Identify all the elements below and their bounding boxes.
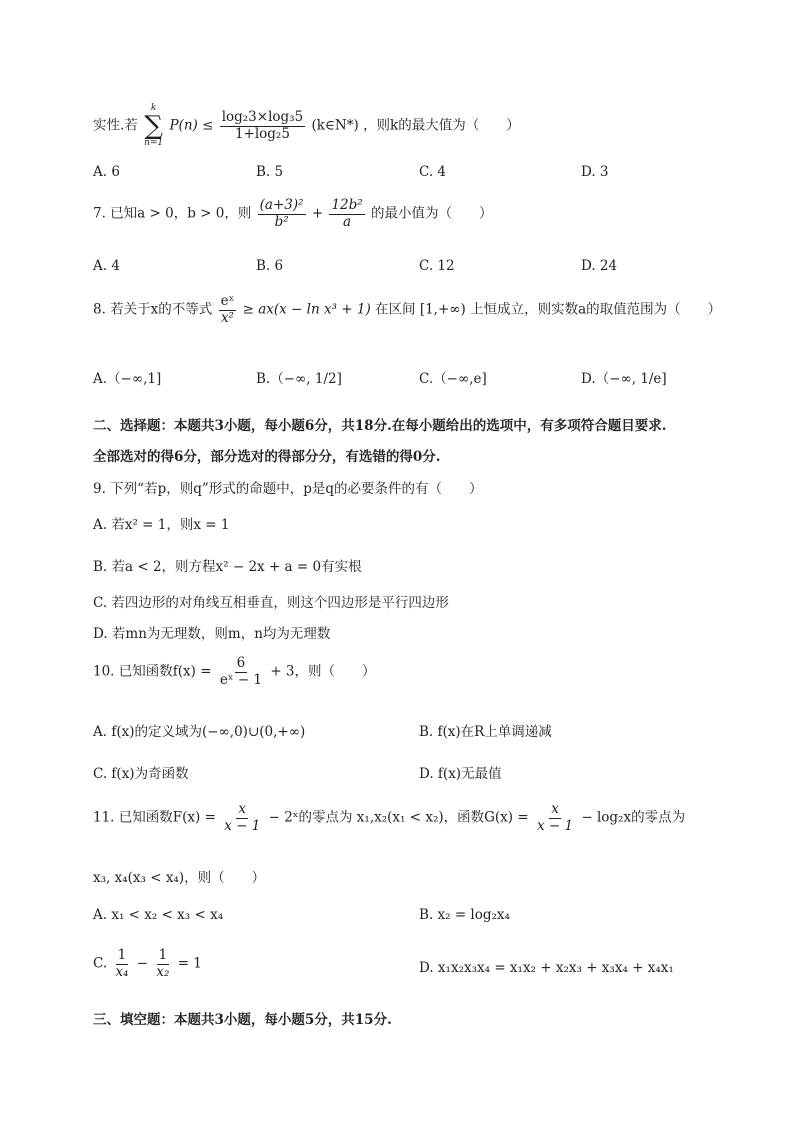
q11-c-f1-den: x₄ [115, 963, 129, 980]
q6-stem [93, 104, 520, 148]
q8-option-c[interactable]: C.（−∞,e] [419, 371, 487, 387]
section3-heading: 三、填空题：本题共3小题，每小题5分，共15分. [93, 1012, 392, 1028]
q8-fraction [219, 294, 237, 326]
q11-option-a[interactable]: A. x₁ < x₂ < x₃ < x₄ [93, 907, 224, 923]
q7-frac1-den: b² [274, 213, 289, 230]
q10-fraction [218, 656, 264, 688]
q11-fraction-1 [222, 802, 262, 834]
q8-stem [93, 294, 721, 326]
q7-option-b[interactable]: B. 6 [256, 258, 284, 274]
q8-mid: 在区间 [375, 301, 416, 318]
q6-option-b[interactable]: B. 5 [256, 164, 284, 180]
q11-option-d[interactable]: D. x₁x₂x₃x₄ = x₁x₂ + x₂x₃ + x₃x₄ + x₄x₁ [419, 960, 674, 976]
q10-option-a[interactable]: A. f(x)的定义域为(−∞,0)∪(0,+∞) [93, 724, 306, 740]
q11-mid1: − 2ˣ的零点为 x₁,x₂(x₁ < x₂)，函数G(x) = [268, 809, 529, 826]
q11-mid2: − log₂x的零点为 [581, 809, 686, 826]
q7-option-c[interactable]: C. 12 [419, 258, 455, 274]
q9-option-d[interactable]: D. 若mn为无理数，则m，n均为无理数 [93, 626, 331, 642]
q11-c-fraction-1 [113, 948, 130, 980]
sigma-symbol: ∑ [144, 111, 163, 141]
q6-option-a[interactable]: A. 6 [93, 164, 120, 180]
q8-expr: ≥ ax(x − ln x³ + 1) [242, 301, 371, 318]
q10-frac-den: eˣ − 1 [219, 671, 263, 688]
q8-frac-num: eˣ [220, 293, 235, 309]
q9-option-b[interactable]: B. 若a < 2，则方程x² − 2x + a = 0有实根 [93, 559, 362, 575]
q7-plus: + [311, 205, 324, 222]
q10-stem [93, 656, 376, 688]
q10-frac-num: 6 [236, 655, 246, 671]
sum-lower: n=1 [144, 138, 164, 148]
sum-upper: k [150, 103, 157, 113]
q11-stem [93, 802, 685, 834]
q8-interval: [1,+∞) [419, 301, 466, 318]
q7-frac1-num: (a+3)² [259, 197, 304, 213]
q6-expr: P(n) ≤ [169, 117, 214, 134]
section2-heading: 二、选择题：本题共3小题，每小题6分，共18分.在每小题给出的选项中，有多项符合题目要求. [93, 418, 667, 434]
q7-tail: 的最小值为（ ） [370, 205, 493, 222]
q11-option-b[interactable]: B. x₂ = log₂x₄ [419, 907, 510, 923]
q10-option-c[interactable]: C. f(x)为奇函数 [93, 766, 189, 782]
q8-tail: 上恒成立，则实数a的取值范围为（ ） [470, 301, 722, 318]
q11-option-c[interactable] [93, 948, 202, 980]
q11-c-f1-num: 1 [117, 947, 127, 963]
q11-c-minus: − [136, 955, 149, 972]
q6-cond: (k∈N*) [311, 117, 359, 134]
q8-option-d[interactable]: D.（−∞, 1/e] [581, 371, 667, 387]
q6-option-c[interactable]: C. 4 [419, 164, 447, 180]
q10-option-b[interactable]: B. f(x)在R上单调递减 [419, 724, 552, 740]
q11-frac2-num: x [551, 801, 559, 817]
q8-option-b[interactable]: B.（−∞, 1/2] [256, 371, 342, 387]
summation [144, 104, 163, 148]
q6-option-d[interactable]: D. 3 [581, 164, 609, 180]
q11-c-f2-num: 1 [158, 947, 168, 963]
q11-c-fraction-2 [154, 948, 171, 980]
q6-frac-den: 1+log₂5 [234, 125, 290, 142]
q7-option-d[interactable]: D. 24 [581, 258, 618, 274]
q6-tail: ，则k的最大值为（ ） [363, 117, 520, 134]
q11-lead: 11. 已知函数F(x) = [93, 809, 216, 826]
q11-c-f2-den: x₂ [156, 963, 170, 980]
q7-fraction-1 [258, 198, 306, 230]
q6-fraction [220, 110, 306, 142]
q8-frac-den: x² [220, 309, 234, 326]
q7-frac2-num: 12b² [331, 197, 363, 213]
q11-c-tail: = 1 [177, 955, 202, 972]
q11-stem-line2: x₃, x₄(x₃ < x₄)，则（ ） [93, 870, 266, 886]
q11-c-lead: C. [93, 955, 108, 972]
q9-stem: 9. 下列“若p，则q”形式的命题中，p是q的必要条件的有（ ） [93, 481, 483, 497]
q6-frac-num: log₂3×log₃5 [221, 108, 304, 125]
q7-lead: 7. 已知a > 0，b > 0，则 [93, 205, 252, 222]
q11-fraction-2 [535, 802, 575, 834]
q10-lead: 10. 已知函数f(x) = [93, 663, 212, 680]
q9-option-a[interactable]: A. 若x² = 1，则x = 1 [93, 517, 230, 533]
q7-option-a[interactable]: A. 4 [93, 258, 120, 274]
q11-frac2-den: x − 1 [536, 817, 574, 834]
q10-option-d[interactable]: D. f(x)无最值 [419, 766, 502, 782]
q11-frac1-num: x [238, 801, 247, 817]
q7-fraction-2 [329, 198, 364, 230]
q7-frac2-den: a [343, 213, 352, 230]
q6-lead: 实性.若 [93, 117, 138, 134]
q8-option-a[interactable]: A.（−∞,1] [93, 371, 162, 387]
section2-note: 全部选对的得6分，部分选对的得部分分，有选错的得0分. [93, 449, 441, 465]
q7-stem [93, 198, 492, 230]
q11-frac1-den: x − 1 [224, 817, 261, 834]
q8-lead: 8. 若关于x的不等式 [93, 301, 213, 318]
q10-tail: + 3，则（ ） [270, 663, 376, 680]
q9-option-c[interactable]: C. 若四边形的对角线互相垂直，则这个四边形是平行四边形 [93, 595, 449, 611]
